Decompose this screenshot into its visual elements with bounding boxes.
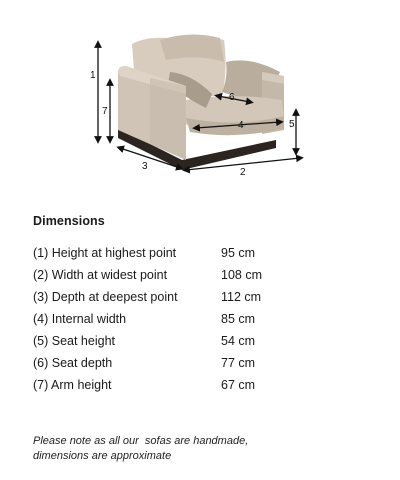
armchair-dimension-diagram: [0, 0, 400, 200]
dimension-value: 67 cm: [221, 378, 256, 392]
dimension-value: 95 cm: [221, 246, 256, 260]
dimension-row-depth: [33, 286, 333, 308]
armchair-illustration: [0, 0, 400, 200]
dimension-value: 77 cm: [221, 356, 256, 370]
dimension-label: (1) Height at highest point: [33, 246, 177, 260]
marker-7: 7: [102, 106, 108, 117]
marker-3: 3: [142, 161, 148, 172]
dimension-value: 54 cm: [221, 334, 256, 348]
dimension-row-height: [33, 242, 333, 264]
marker-5: 5: [289, 119, 295, 130]
dimension-value: 108 cm: [221, 268, 262, 282]
dimension-value: 112 cm: [221, 290, 262, 304]
dimension-row-arm-height: [33, 374, 333, 396]
dimension-row-width: [33, 264, 333, 286]
dimension-label: (4) Internal width: [33, 312, 127, 326]
dimension-label: (3) Depth at deepest point: [33, 290, 178, 304]
dimensions-heading: Dimensions: [33, 214, 105, 228]
dimension-value: 85 cm: [221, 312, 256, 326]
marker-1: 1: [90, 70, 96, 81]
dimensions-list: [33, 242, 333, 396]
marker-2: 2: [240, 167, 246, 178]
dimension-row-seat-height: [33, 330, 333, 352]
dimension-label: (7) Arm height: [33, 378, 112, 392]
marker-4: 4: [238, 120, 244, 131]
note-line: dimensions are approximate: [33, 450, 172, 462]
handmade-note: [33, 434, 373, 464]
dimension-label: (6) Seat depth: [33, 356, 113, 370]
dimension-label: (2) Width at widest point: [33, 268, 168, 282]
dimension-row-internal-width: [33, 308, 333, 330]
note-line: Please note as all our sofas are handmade,: [33, 435, 249, 447]
dimension-row-seat-depth: [33, 352, 333, 374]
dimension-label: (5) Seat height: [33, 334, 115, 348]
marker-6: 6: [229, 92, 235, 103]
